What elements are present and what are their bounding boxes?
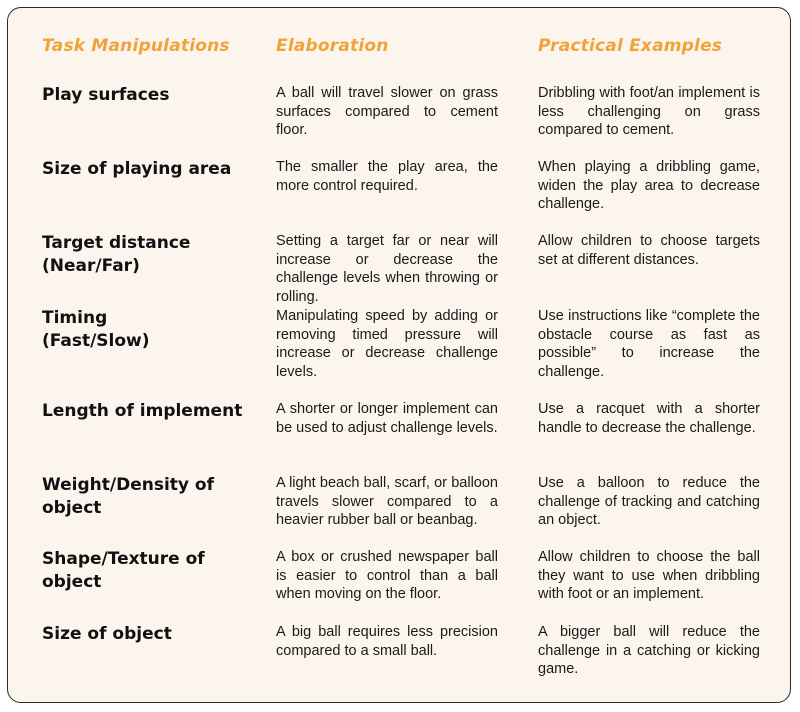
task-cell: Target distance (Near/Far) xyxy=(42,233,191,276)
example-cell: When playing a dribbling game, widen the play area to decrease challenge. xyxy=(538,159,760,212)
elaboration-cell: A big ball requires less precision compared to a small ball. xyxy=(276,624,498,659)
example-cell: Use a racquet with a shorter handle to decrease the challenge. xyxy=(538,401,760,436)
header-elaboration: Elaboration xyxy=(276,36,389,56)
example-cell: Use instructions like “complete the obstacle course as fast as possible” to increase the challenge. xyxy=(538,308,760,380)
task-cell: Play surfaces xyxy=(42,85,170,105)
elaboration-cell: A ball will travel slower on grass surfaces compared to cement floor. xyxy=(276,85,498,138)
elaboration-cell: A box or crushed newspaper ball is easier to control than a ball when moving on the floor. xyxy=(276,549,498,602)
elaboration-cell: Setting a target far or near will increase or decrease the challenge levels when throwing or rolling. xyxy=(276,233,498,305)
task-cell: Weight/Density of object xyxy=(42,475,215,518)
task-cell: Size of playing area xyxy=(42,159,232,179)
task-cell: Length of implement xyxy=(42,401,243,421)
example-cell: Dribbling with foot/an implement is less challenging on grass compared to cement. xyxy=(538,85,760,138)
header-task-manipulations: Task Manipulations xyxy=(42,36,230,56)
task-cell: Size of object xyxy=(42,624,172,644)
example-cell: Use a balloon to reduce the challenge of tracking and catching an object. xyxy=(538,475,760,528)
task-cell: Timing (Fast/Slow) xyxy=(42,308,150,351)
elaboration-cell: A shorter or longer implement can be used to adjust challenge levels. xyxy=(276,401,498,436)
example-cell: A bigger ball will reduce the challenge in a catching or kicking game. xyxy=(538,624,760,677)
header-practical-examples: Practical Examples xyxy=(538,36,723,56)
elaboration-cell: A light beach ball, scarf, or balloon travels slower compared to a heavier rubber ball or beanbag. xyxy=(276,475,498,528)
task-cell: Shape/Texture of object xyxy=(42,549,205,592)
example-cell: Allow children to choose the ball they want to use when dribbling with foot or an implement. xyxy=(538,549,760,602)
example-cell: Allow children to choose targets set at different distances. xyxy=(538,233,760,268)
elaboration-cell: Manipulating speed by adding or removing timed pressure will increase or decrease challenge levels. xyxy=(276,308,498,380)
elaboration-cell: The smaller the play area, the more control required. xyxy=(276,159,498,194)
